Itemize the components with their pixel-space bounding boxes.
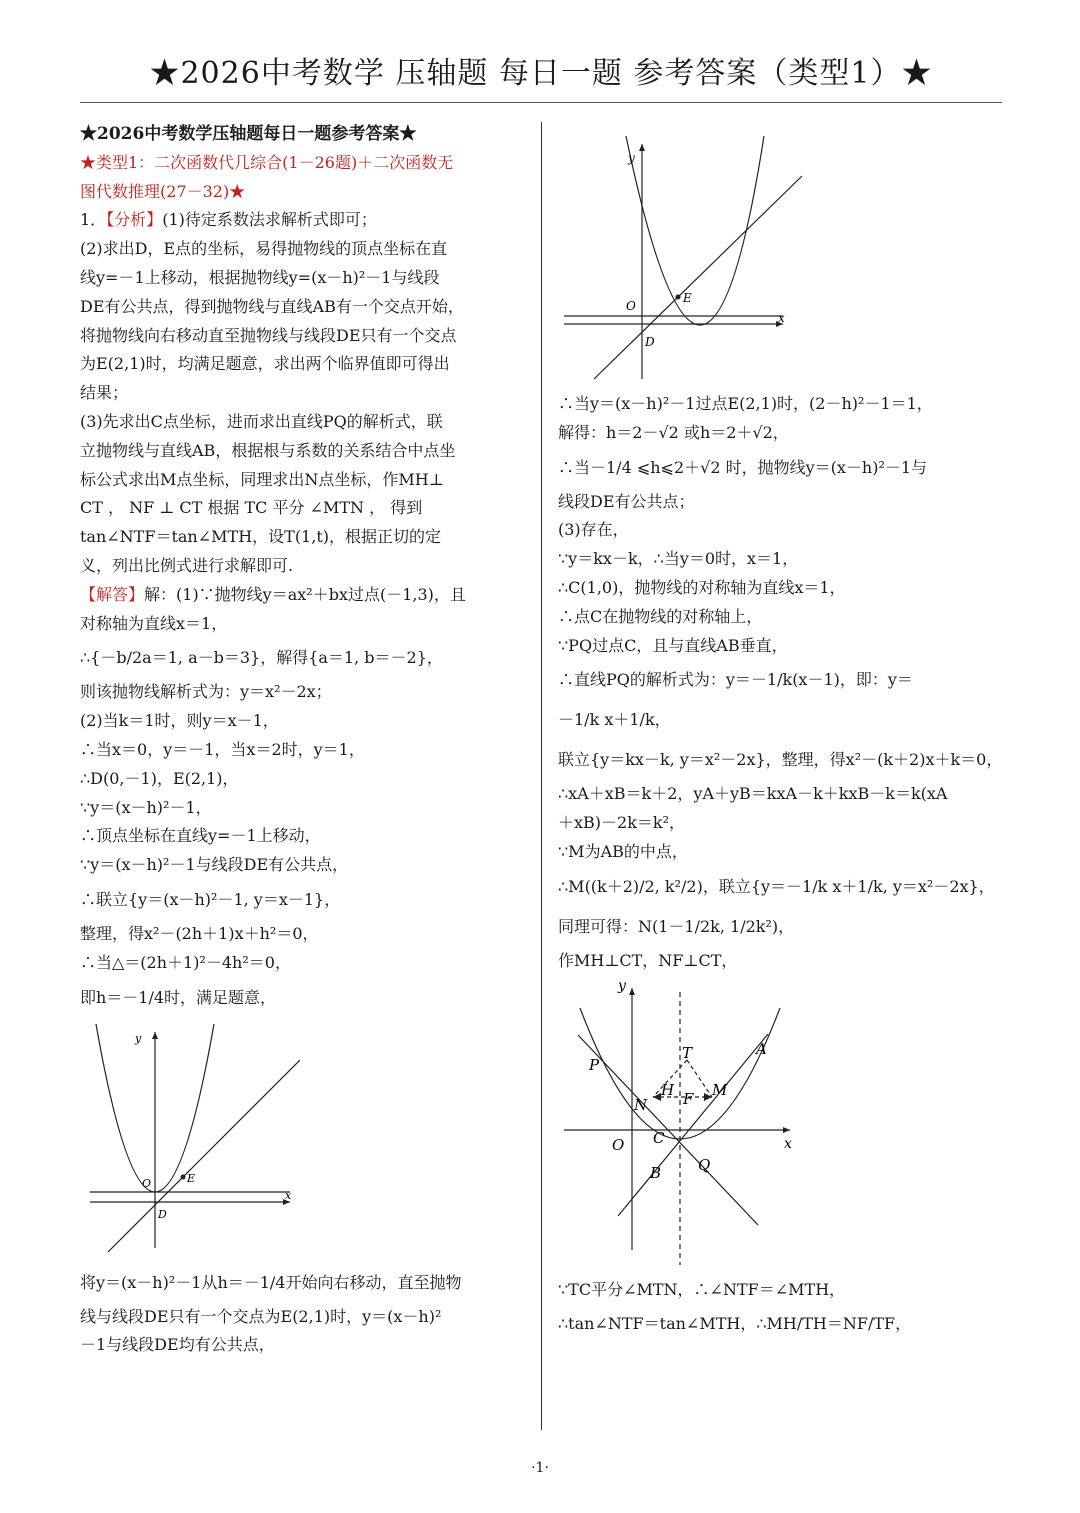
analysis-line: 将抛物线向右移动直至抛物线与线段DE只有一个交点 <box>80 325 457 345</box>
after-figure-line: －1与线段DE均有公共点， <box>80 1335 275 1355</box>
analysis-first-line <box>80 206 526 235</box>
solution-line: ∵y＝kx－k，∴当y＝0时，x＝1， <box>558 549 799 569</box>
answer-line: ∴当x＝0，y＝－1，当x＝2时，y＝1， <box>80 739 365 759</box>
analysis-line: 立抛物线与直线AB，根据根与系数的关系结合中点坐 <box>80 440 456 460</box>
answer-line: ∴{－b/2a＝1, a－b＝3}，解得{a＝1, b＝－2}， <box>80 648 443 668</box>
after-figure-line: 线与线段DE只有一个交点为E(2,1)时，y＝(x－h)² <box>80 1306 442 1326</box>
solution-line: 解得：h＝2－√2 或h＝2＋√2， <box>558 422 789 442</box>
fig3-label-y: y <box>618 979 626 994</box>
answer-line: 即h＝－1/4时，满足题意， <box>80 987 277 1007</box>
page-number: ·1· <box>531 1460 549 1476</box>
analysis-line: 义，列出比例式进行求解即可. <box>80 555 294 575</box>
analysis-line: 线y=－1上移动，根据抛物线y=(x－h)²－1与线段 <box>80 267 440 287</box>
fig3-label-t: T <box>682 1043 693 1062</box>
fig2-label-o: O <box>626 299 636 313</box>
analysis-line: 为E(2,1)时，均满足题意，求出两个临界值即可得出 <box>80 354 450 374</box>
solution-line: (3)存在， <box>558 520 629 540</box>
answer-line: (2)当k＝1时，则y＝x－1， <box>80 711 279 731</box>
parabola-figure-2 <box>558 124 808 384</box>
answer-line: 整理，得x²－(2h＋1)x＋h²＝0， <box>80 923 319 943</box>
fig1-label-y: y <box>135 1031 142 1045</box>
answer-first-text: 解：(1)∵抛物线y＝ax²＋bx过点(－1,3)，且 <box>144 584 466 604</box>
analysis-line: (3)先求出C点坐标，进而求出直线PQ的解析式，联 <box>80 411 443 431</box>
answer-line: ∴顶点坐标在直线y=－1上移动， <box>80 826 321 846</box>
fig2-label-e: E <box>683 291 692 305</box>
solution-line: ∴C(1,0)，抛物线的对称轴为直线x＝1， <box>558 577 846 597</box>
answer-first-line <box>80 581 526 610</box>
solution-line: ∴直线PQ的解析式为：y＝－1/k(x－1)，即：y＝ <box>558 670 913 690</box>
solution-line: ∴tan∠NTF＝tan∠MTH，∴MH/TH＝NF/TF， <box>558 1314 912 1334</box>
fig1-label-o: O <box>142 1176 152 1190</box>
solution-line: －1/k x＋1/k， <box>558 710 671 730</box>
fig2-label-x: x <box>778 311 785 325</box>
parabola-figure-3 <box>558 980 808 1270</box>
right-column <box>558 120 1004 1344</box>
type-heading-line-2: 图代数推理(27－32)★ <box>80 181 246 201</box>
solution-line: ∴M((k＋2)/2, k²/2)，联立{y＝－1/k x＋1/k, y＝x²－2x}， <box>558 876 995 896</box>
left-column <box>80 120 526 1360</box>
analysis-label: 【分析】 <box>106 210 163 230</box>
fig1-label-e: E <box>187 1171 196 1185</box>
fig2-label-d: D <box>645 335 655 349</box>
analysis-line: 结果； <box>80 383 129 403</box>
fig1-label-d: D <box>158 1207 167 1221</box>
answer-line: ∵y＝(x－h)²－1， <box>80 797 212 817</box>
fig3-label-p: P <box>589 1055 600 1074</box>
answer-label: 【解答】 <box>80 584 145 604</box>
solution-line: ＋xB)－2k＝k²， <box>558 813 686 833</box>
analysis-line: (2)求出D，E点的坐标，易得抛物线的顶点坐标在直 <box>80 239 448 259</box>
analysis-line: 标公式求出M点坐标，同理求出N点坐标，作MH⊥ <box>80 469 444 489</box>
solution-line: 同理可得：N(1－1/2k, 1/2k²)， <box>558 916 795 936</box>
solution-line: ∵M为AB的中点， <box>558 841 688 861</box>
fig3-label-a: A <box>756 1039 767 1058</box>
fig3-label-x: x <box>784 1135 792 1152</box>
fig3-label-m: M <box>712 1080 728 1099</box>
fig3-label-h: H <box>661 1080 675 1099</box>
answer-line: 对称轴为直线x＝1， <box>80 613 228 633</box>
fig3-label-n: N <box>634 1095 648 1114</box>
analysis-line: tan∠NTF＝tan∠MTH，设T(1,t)，根据正切的定 <box>80 527 441 547</box>
parabola-figure-1 <box>80 1022 300 1257</box>
question-number: 1． <box>80 210 107 230</box>
page-header <box>80 50 1002 103</box>
analysis-line: CT ， NF ⊥ CT 根据 TC 平分 ∠MTN ， 得到 <box>80 498 423 518</box>
fig3-label-b: B <box>650 1163 662 1182</box>
fig3-label-q: Q <box>698 1155 711 1174</box>
type-heading-line-1: ★类型1：二次函数代几综合(1－26题)＋二次函数无 <box>80 152 454 172</box>
answer-line: ∴联立{y＝(x－h)²－1, y＝x－1}， <box>80 889 341 909</box>
page-title: ★2026中考数学 压轴题 每日一题 参考答案（类型1）★ <box>149 56 933 91</box>
fig3-label-o: O <box>612 1135 625 1154</box>
solution-line: ∴xA＋xB＝k＋2，yA＋yB＝kxA－k＋kxB－k＝k(xA <box>558 784 948 804</box>
analysis-line: DE有公共点，得到抛物线与直线AB有一个交点开始， <box>80 296 464 316</box>
answer-line: ∵y＝(x－h)²－1与线段DE有公共点， <box>80 855 349 875</box>
solution-line: 作MH⊥CT，NF⊥CT， <box>558 950 738 970</box>
column-divider <box>541 122 542 1430</box>
solution-line: ∴点C在抛物线的对称轴上， <box>558 606 763 626</box>
solution-line: 线段DE有公共点； <box>558 491 695 511</box>
answer-line: 则该抛物线解析式为：y＝x²－2x； <box>80 682 332 702</box>
fig3-label-c: C <box>653 1128 665 1147</box>
solution-line: ∴当－1/4 ⩽h⩽2＋√2 时，抛物线y＝(x－h)²－1与 <box>558 457 928 477</box>
fig2-label-y: y <box>628 151 635 165</box>
fig1-label-x: x <box>285 1188 292 1202</box>
analysis-first-text: (1)待定系数法求解析式即可； <box>162 210 377 230</box>
section-heading: ★2026中考数学压轴题每日一题参考答案★ <box>80 124 417 144</box>
answer-line: ∴D(0,－1)，E(2,1)， <box>80 768 239 788</box>
solution-line: ∵TC平分∠MTN，∴∠NTF＝∠MTH， <box>558 1279 846 1299</box>
after-figure-line: 将y＝(x－h)²－1从h＝－1/4开始向右移动，直至抛物 <box>80 1272 462 1292</box>
fig3-label-f: F <box>683 1089 694 1108</box>
answer-line: ∴当△＝(2h＋1)²－4h²＝0， <box>80 952 291 972</box>
solution-line: ∴当y＝(x－h)²－1过点E(2,1)时，(2－h)²－1＝1， <box>558 394 933 413</box>
solution-line: ∵PQ过点C，且与直线AB垂直， <box>558 635 788 655</box>
solution-line: 联立{y＝kx－k, y＝x²－2x}，整理，得x²－(k＋2)x＋k＝0， <box>558 750 1003 770</box>
